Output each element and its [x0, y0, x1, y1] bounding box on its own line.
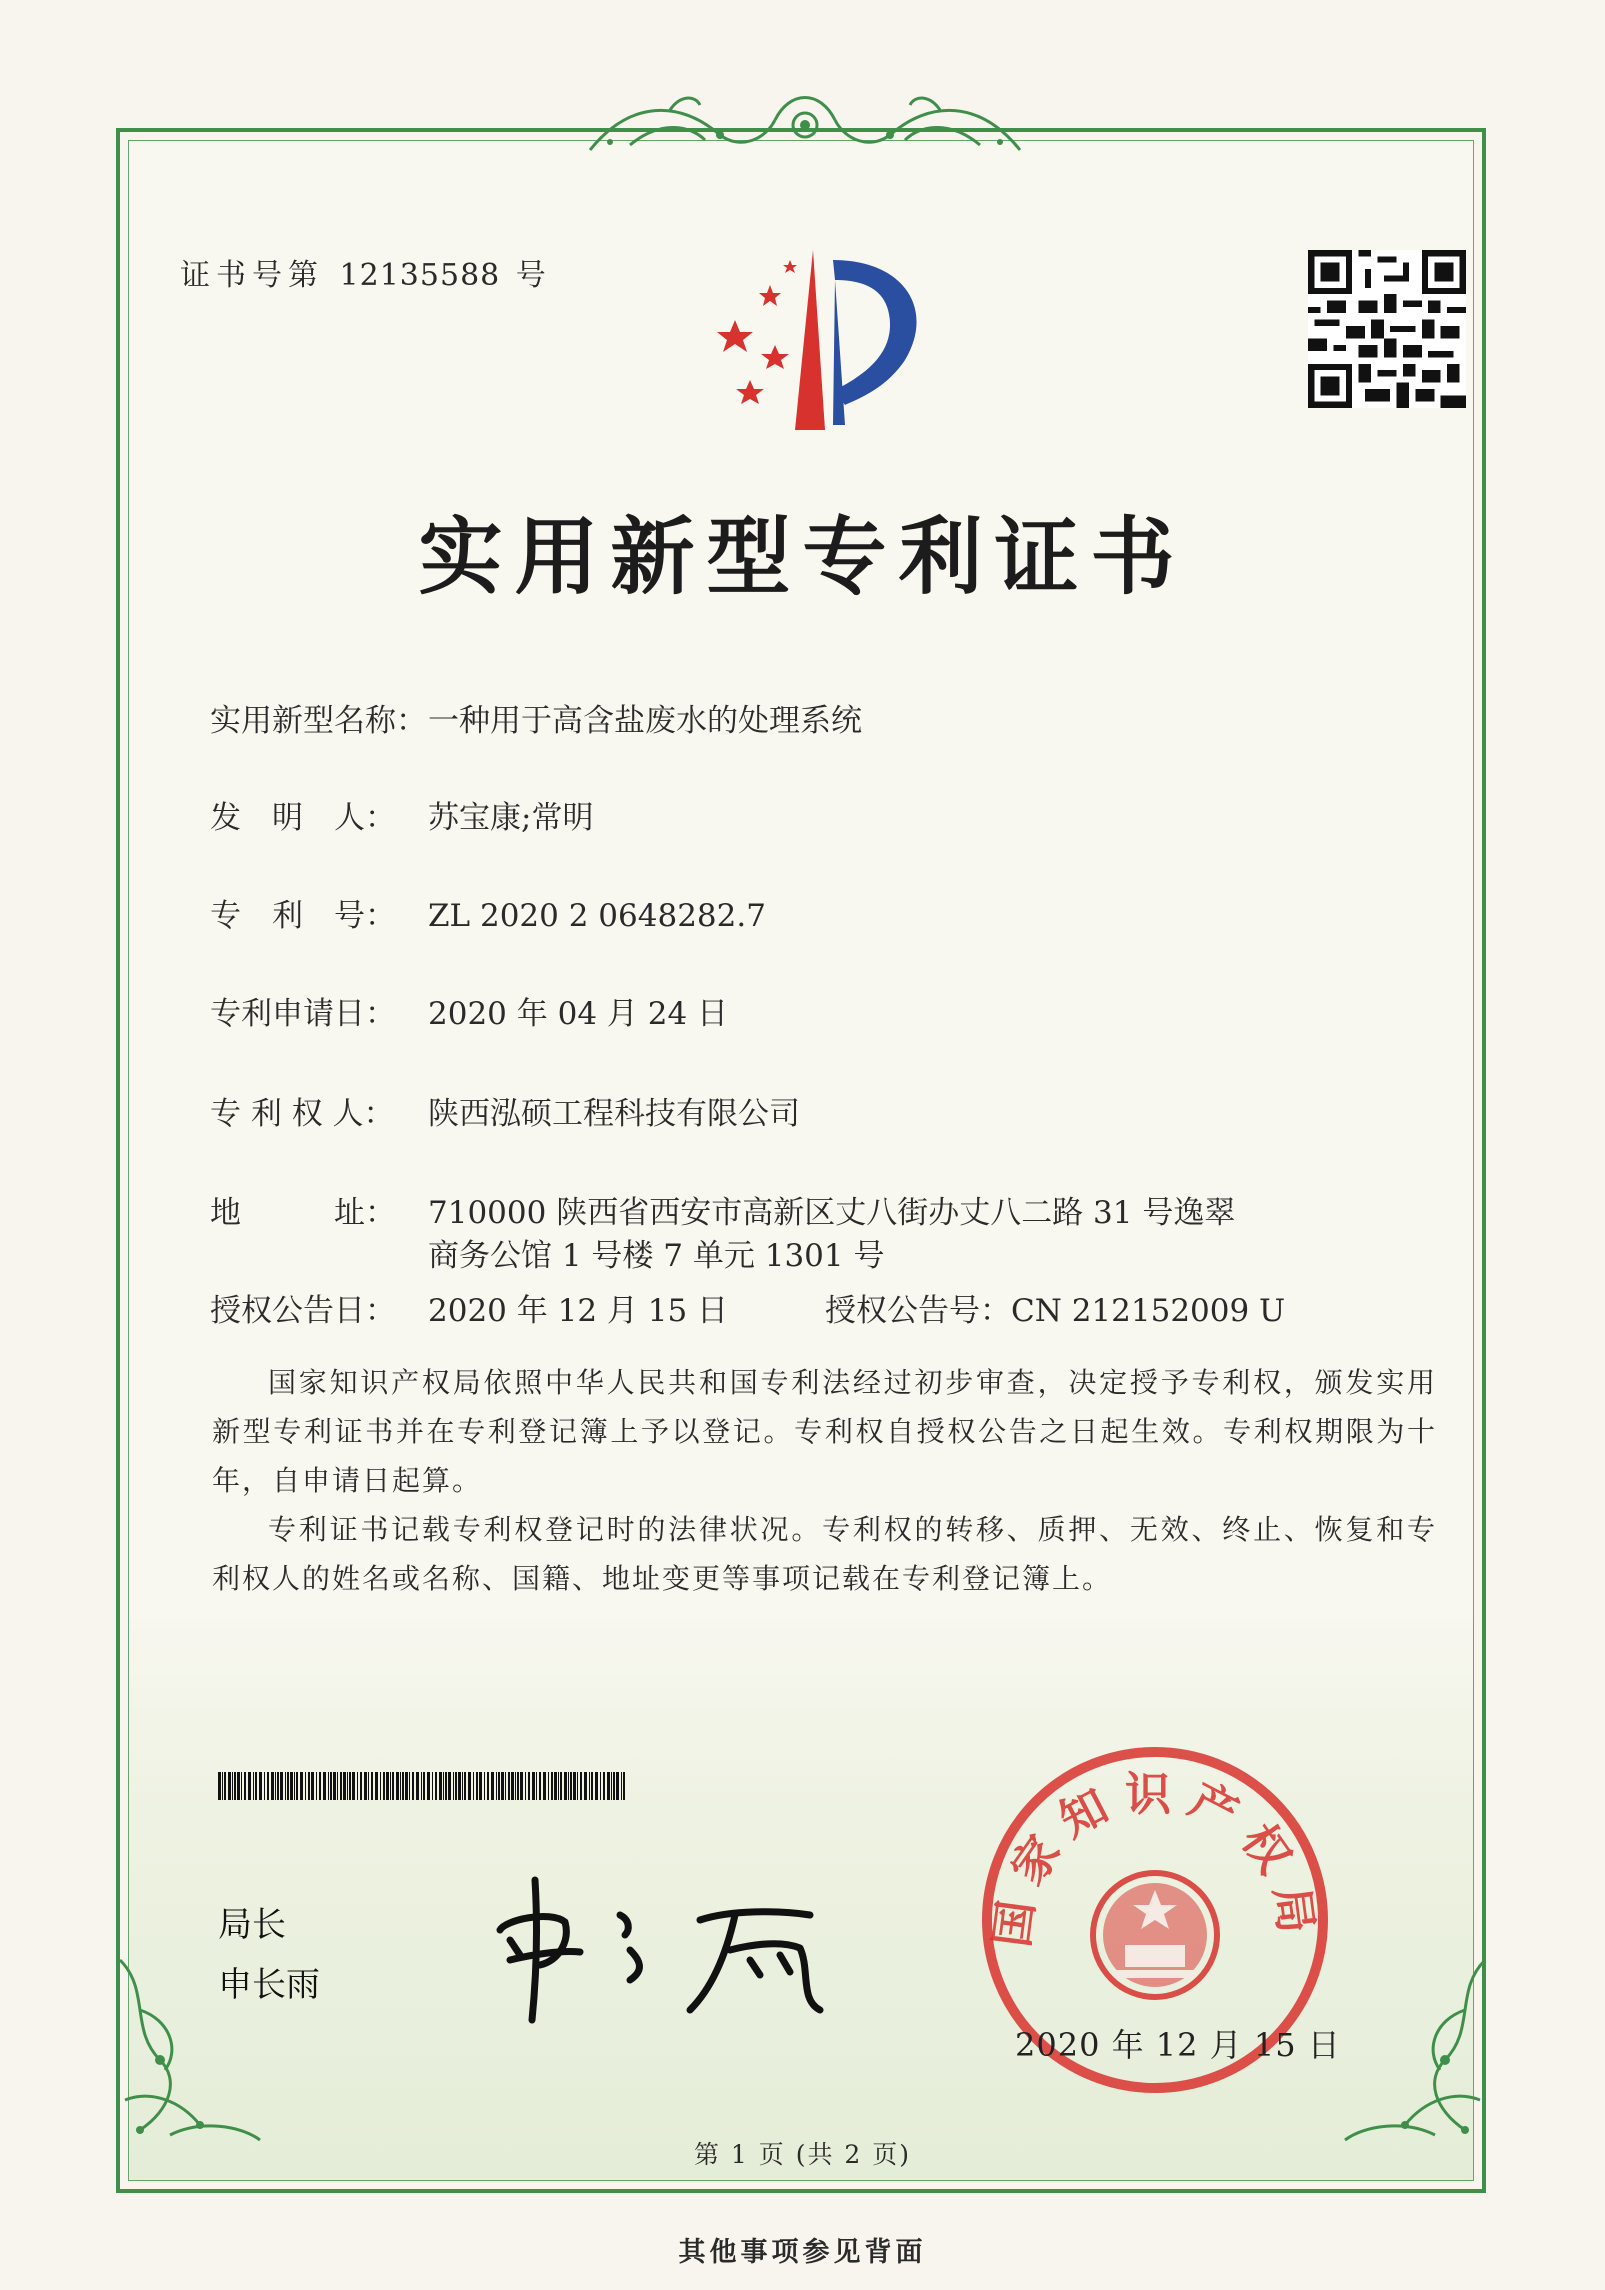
field-label: 专 利 权 人： — [210, 1096, 395, 1132]
field-label: 专 利 号： — [210, 898, 396, 934]
field-publication-date — [210, 1285, 728, 1330]
page-number: 第 1 页 (共 2 页) — [693, 2140, 912, 2169]
seal-date: 2020 年 12 月 15 日 — [1015, 2026, 1341, 2064]
field-value: CN 212152009 U — [1011, 1293, 1286, 1329]
page-title: 实用新型专利证书 — [418, 507, 1187, 606]
field-value: 710000 陕西省西安市高新区丈八街办丈八二路 31 号逸翠 — [428, 1195, 1236, 1231]
field-inventor — [210, 792, 593, 837]
barcode — [218, 1772, 628, 1800]
field-address-line2: 商务公馆 1 号楼 7 单元 1301 号 — [428, 1238, 885, 1274]
seal-text: 国家知识产权局 — [984, 1767, 1326, 1951]
field-label: 实用新型名称： — [210, 703, 427, 739]
statement-paragraph: 国家知识产权局依照中华人民共和国专利法经过初步审查，决定授予专利权，颁发实用新型专利证书并在专利登记簿上予以登记。专利权自授权公告之日起生效。专利权期限为十年，自申请日起算。 — [212, 1366, 1437, 1497]
field-label: 发 明 人： — [210, 800, 396, 836]
field-value: 2020 年 12 月 15 日 — [428, 1293, 729, 1329]
field-label: 地 址： — [210, 1195, 396, 1231]
field-patent-number — [210, 890, 766, 935]
director-title: 局长 — [218, 1905, 286, 1945]
field-patentee — [210, 1088, 800, 1133]
field-value: 一种用于高含盐废水的处理系统 — [428, 703, 862, 739]
director-name: 申长雨 — [218, 1965, 320, 2005]
patent-emblem-icon — [695, 240, 945, 430]
field-label: 授权公告号： — [825, 1293, 1011, 1329]
field-publication-number — [825, 1285, 1285, 1330]
certificate-number — [180, 250, 552, 294]
field-value: 陕西泓硕工程科技有限公司 — [428, 1096, 800, 1132]
director-block — [218, 1895, 320, 2015]
field-value: 2020 年 04 月 24 日 — [428, 996, 729, 1032]
field-address — [210, 1187, 1235, 1232]
cert-no-value: 12135588 — [339, 258, 501, 293]
field-application-date — [210, 988, 728, 1033]
cert-no-prefix: 证书号第 — [180, 258, 324, 293]
field-value: 苏宝康;常明 — [428, 800, 594, 836]
field-utility-model-name — [210, 695, 862, 740]
top-ornament-icon — [570, 80, 1040, 170]
statement-paragraph: 专利证书记载专利权登记时的法律状况。专利权的转移、质押、无效、终止、恢复和专利权人的姓名或名称、国籍、地址变更等事项记载在专利登记簿上。 — [212, 1513, 1437, 1595]
field-label: 专利申请日： — [210, 996, 396, 1032]
footer-note: 其他事项参见背面 — [678, 2237, 927, 2268]
field-label: 授权公告日： — [210, 1293, 396, 1329]
signature — [480, 1860, 840, 2030]
corner-ornament-icon — [1335, 1950, 1495, 2150]
certificate-statement — [212, 1358, 1437, 1603]
qr-code — [1308, 250, 1466, 408]
field-value: ZL 2020 2 0648282.7 — [428, 898, 766, 934]
cert-no-suffix: 号 — [515, 258, 552, 293]
